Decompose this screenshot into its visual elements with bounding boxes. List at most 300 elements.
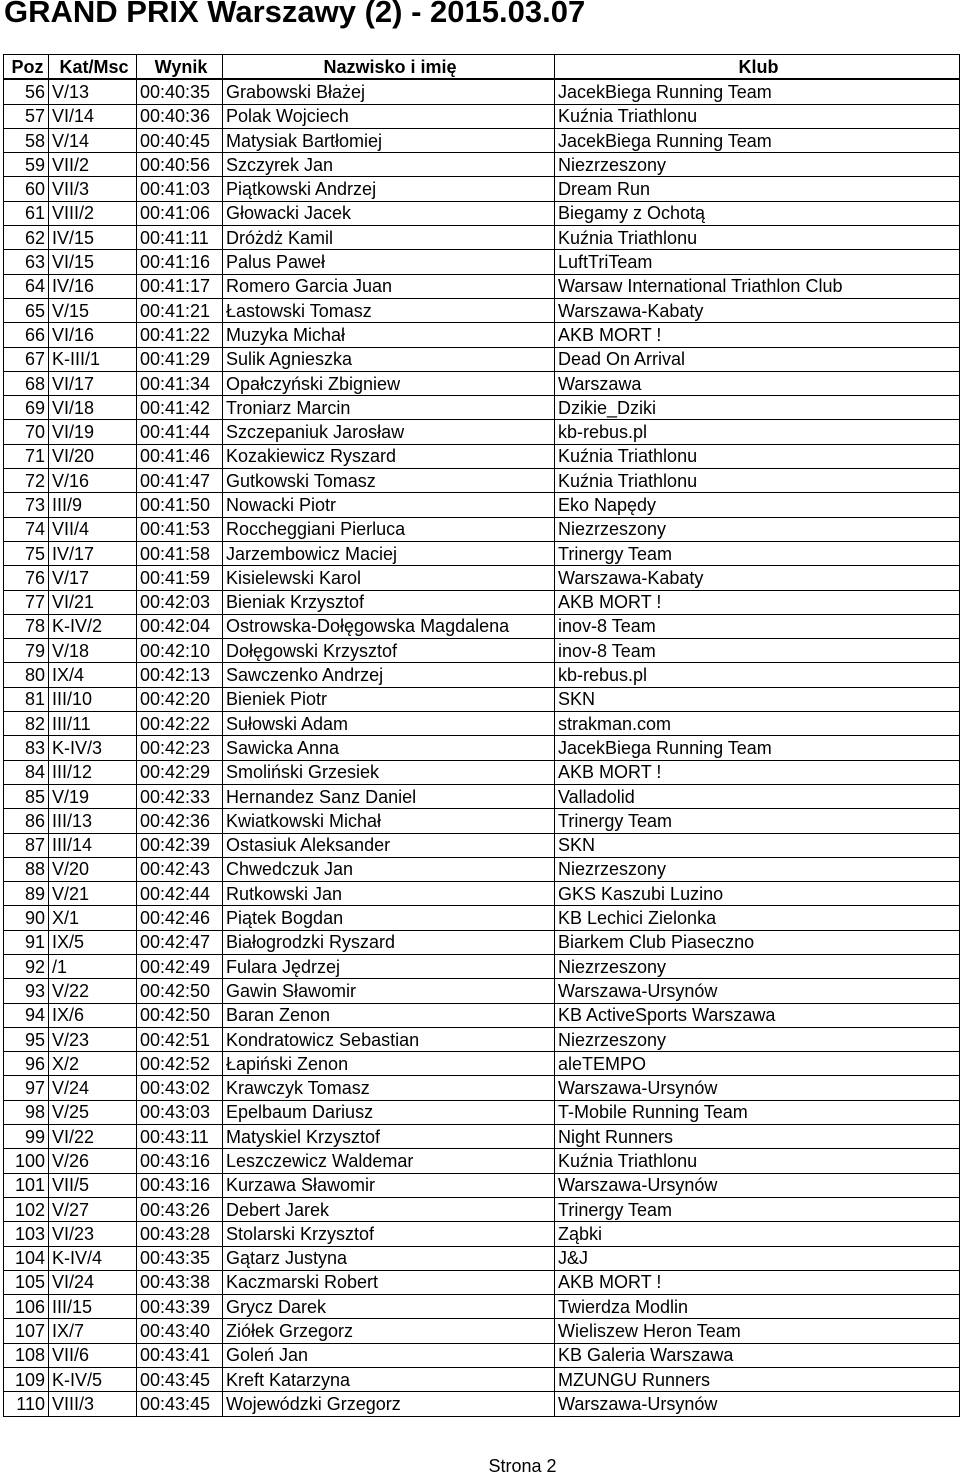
cell-position: 107 xyxy=(4,1319,49,1343)
cell-name: Epelbaum Dariusz xyxy=(223,1100,555,1124)
cell-name: Opałczyński Zbigniew xyxy=(223,371,555,395)
cell-category: V/20 xyxy=(49,857,137,881)
cell-category: V/17 xyxy=(49,566,137,590)
cell-position: 69 xyxy=(4,396,49,420)
cell-result: 00:41:06 xyxy=(137,201,223,225)
cell-position: 109 xyxy=(4,1368,49,1392)
cell-result: 00:42:03 xyxy=(137,590,223,614)
cell-name: Goleń Jan xyxy=(223,1343,555,1367)
cell-position: 58 xyxy=(4,128,49,152)
cell-result: 00:43:39 xyxy=(137,1295,223,1319)
cell-name: Sułowski Adam xyxy=(223,712,555,736)
cell-name: Bieniek Piotr xyxy=(223,687,555,711)
cell-position: 73 xyxy=(4,493,49,517)
cell-category: VI/24 xyxy=(49,1270,137,1294)
cell-category: VIII/3 xyxy=(49,1392,137,1416)
cell-club: inov-8 Team xyxy=(555,614,960,638)
table-row xyxy=(4,517,960,541)
cell-position: 85 xyxy=(4,784,49,808)
table-row xyxy=(4,1027,960,1051)
cell-result: 00:43:02 xyxy=(137,1076,223,1100)
table-row xyxy=(4,1319,960,1343)
table-row xyxy=(4,153,960,177)
table-row xyxy=(4,79,960,104)
table-row xyxy=(4,1052,960,1076)
table-row xyxy=(4,1222,960,1246)
cell-position: 56 xyxy=(4,79,49,104)
cell-result: 00:42:29 xyxy=(137,760,223,784)
table-row xyxy=(4,1270,960,1294)
table-row xyxy=(4,1003,960,1027)
table-row xyxy=(4,177,960,201)
table-row xyxy=(4,1343,960,1367)
cell-club: Ząbki xyxy=(555,1222,960,1246)
cell-club: Kuźnia Triathlonu xyxy=(555,444,960,468)
cell-position: 97 xyxy=(4,1076,49,1100)
cell-name: Łastowski Tomasz xyxy=(223,298,555,322)
cell-position: 88 xyxy=(4,857,49,881)
cell-name: Białogrodzki Ryszard xyxy=(223,930,555,954)
cell-category: VI/21 xyxy=(49,590,137,614)
cell-position: 60 xyxy=(4,177,49,201)
cell-name: Matyskiel Krzysztof xyxy=(223,1125,555,1149)
table-row xyxy=(4,128,960,152)
table-row xyxy=(4,614,960,638)
cell-position: 86 xyxy=(4,809,49,833)
cell-position: 59 xyxy=(4,153,49,177)
cell-position: 92 xyxy=(4,954,49,978)
cell-name: Gawin Sławomir xyxy=(223,979,555,1003)
cell-club: Niezrzeszony xyxy=(555,517,960,541)
cell-category: VI/23 xyxy=(49,1222,137,1246)
cell-category: VIII/2 xyxy=(49,201,137,225)
table-row xyxy=(4,250,960,274)
header-result: Wynik xyxy=(137,55,223,80)
cell-name: Ostrowska-Dołęgowska Magdalena xyxy=(223,614,555,638)
cell-name: Szczepaniuk Jarosław xyxy=(223,420,555,444)
cell-club: KB Lechici Zielonka xyxy=(555,906,960,930)
cell-position: 94 xyxy=(4,1003,49,1027)
cell-club: aleTEMPO xyxy=(555,1052,960,1076)
cell-result: 00:43:38 xyxy=(137,1270,223,1294)
cell-name: Dróżdż Kamil xyxy=(223,226,555,250)
cell-result: 00:41:11 xyxy=(137,226,223,250)
cell-category: VI/15 xyxy=(49,250,137,274)
cell-result: 00:41:46 xyxy=(137,444,223,468)
cell-name: Debert Jarek xyxy=(223,1197,555,1221)
cell-position: 71 xyxy=(4,444,49,468)
table-row xyxy=(4,226,960,250)
cell-result: 00:42:20 xyxy=(137,687,223,711)
cell-result: 00:41:29 xyxy=(137,347,223,371)
cell-result: 00:42:22 xyxy=(137,712,223,736)
cell-position: 66 xyxy=(4,323,49,347)
table-row xyxy=(4,1173,960,1197)
table-row xyxy=(4,541,960,565)
table-row xyxy=(4,760,960,784)
cell-position: 79 xyxy=(4,639,49,663)
cell-result: 00:43:16 xyxy=(137,1149,223,1173)
cell-name: Wojewódzki Grzegorz xyxy=(223,1392,555,1416)
cell-category: K-III/1 xyxy=(49,347,137,371)
table-row xyxy=(4,809,960,833)
cell-result: 00:41:22 xyxy=(137,323,223,347)
cell-category: III/13 xyxy=(49,809,137,833)
cell-club: LuftTriTeam xyxy=(555,250,960,274)
cell-name: Kwiatkowski Michał xyxy=(223,809,555,833)
cell-result: 00:42:10 xyxy=(137,639,223,663)
cell-result: 00:43:28 xyxy=(137,1222,223,1246)
cell-result: 00:43:11 xyxy=(137,1125,223,1149)
cell-position: 78 xyxy=(4,614,49,638)
table-row xyxy=(4,347,960,371)
cell-name: Nowacki Piotr xyxy=(223,493,555,517)
cell-club: Kuźnia Triathlonu xyxy=(555,226,960,250)
cell-position: 64 xyxy=(4,274,49,298)
cell-position: 67 xyxy=(4,347,49,371)
cell-category: VI/16 xyxy=(49,323,137,347)
table-row xyxy=(4,274,960,298)
cell-name: Kreft Katarzyna xyxy=(223,1368,555,1392)
cell-position: 103 xyxy=(4,1222,49,1246)
cell-position: 87 xyxy=(4,833,49,857)
cell-result: 00:42:13 xyxy=(137,663,223,687)
cell-category: VII/3 xyxy=(49,177,137,201)
cell-position: 89 xyxy=(4,882,49,906)
cell-name: Kondratowicz Sebastian xyxy=(223,1027,555,1051)
cell-category: VI/17 xyxy=(49,371,137,395)
cell-club: JacekBiega Running Team xyxy=(555,79,960,104)
cell-name: Sawczenko Andrzej xyxy=(223,663,555,687)
table-row xyxy=(4,420,960,444)
cell-category: V/27 xyxy=(49,1197,137,1221)
cell-club: Kuźnia Triathlonu xyxy=(555,104,960,128)
cell-name: Piątek Bogdan xyxy=(223,906,555,930)
cell-club: Warszawa xyxy=(555,371,960,395)
table-row xyxy=(4,396,960,420)
cell-category: V/23 xyxy=(49,1027,137,1051)
results-body xyxy=(4,79,960,1416)
table-row xyxy=(4,784,960,808)
cell-result: 00:40:56 xyxy=(137,153,223,177)
cell-club: KB ActiveSports Warszawa xyxy=(555,1003,960,1027)
cell-position: 63 xyxy=(4,250,49,274)
cell-position: 96 xyxy=(4,1052,49,1076)
cell-club: Twierdza Modlin xyxy=(555,1295,960,1319)
cell-name: Stolarski Krzysztof xyxy=(223,1222,555,1246)
cell-result: 00:42:33 xyxy=(137,784,223,808)
cell-category: VII/5 xyxy=(49,1173,137,1197)
cell-category: VI/14 xyxy=(49,104,137,128)
cell-club: kb-rebus.pl xyxy=(555,663,960,687)
header-position: Poz xyxy=(4,55,49,80)
table-row xyxy=(4,882,960,906)
cell-position: 61 xyxy=(4,201,49,225)
cell-category: K-IV/2 xyxy=(49,614,137,638)
cell-club: Trinergy Team xyxy=(555,541,960,565)
cell-name: Romero Garcia Juan xyxy=(223,274,555,298)
table-row xyxy=(4,736,960,760)
cell-category: III/12 xyxy=(49,760,137,784)
cell-category: V/18 xyxy=(49,639,137,663)
cell-category: V/22 xyxy=(49,979,137,1003)
cell-category: VII/2 xyxy=(49,153,137,177)
cell-club: kb-rebus.pl xyxy=(555,420,960,444)
cell-name: Jarzembowicz Maciej xyxy=(223,541,555,565)
cell-club: Dead On Arrival xyxy=(555,347,960,371)
cell-category: V/14 xyxy=(49,128,137,152)
cell-club: Kuźnia Triathlonu xyxy=(555,469,960,493)
cell-name: Roccheggiani Pierluca xyxy=(223,517,555,541)
table-row xyxy=(4,979,960,1003)
table-row xyxy=(4,1197,960,1221)
table-row xyxy=(4,1125,960,1149)
cell-result: 00:43:03 xyxy=(137,1100,223,1124)
cell-name: Kisielewski Karol xyxy=(223,566,555,590)
cell-club: Eko Napędy xyxy=(555,493,960,517)
cell-position: 62 xyxy=(4,226,49,250)
cell-result: 00:42:47 xyxy=(137,930,223,954)
table-row xyxy=(4,444,960,468)
cell-category: K-IV/5 xyxy=(49,1368,137,1392)
cell-position: 81 xyxy=(4,687,49,711)
table-row xyxy=(4,469,960,493)
cell-club: Warszawa-Ursynów xyxy=(555,1392,960,1416)
cell-club: Warszawa-Ursynów xyxy=(555,1173,960,1197)
cell-name: Muzyka Michał xyxy=(223,323,555,347)
cell-category: VI/22 xyxy=(49,1125,137,1149)
cell-name: Grabowski Błażej xyxy=(223,79,555,104)
cell-result: 00:43:16 xyxy=(137,1173,223,1197)
cell-position: 80 xyxy=(4,663,49,687)
cell-position: 95 xyxy=(4,1027,49,1051)
cell-club: MZUNGU Runners xyxy=(555,1368,960,1392)
cell-position: 98 xyxy=(4,1100,49,1124)
cell-category: K-IV/3 xyxy=(49,736,137,760)
table-row xyxy=(4,906,960,930)
cell-club: Warszawa-Ursynów xyxy=(555,979,960,1003)
table-row xyxy=(4,687,960,711)
cell-position: 91 xyxy=(4,930,49,954)
cell-result: 00:40:35 xyxy=(137,79,223,104)
cell-club: AKB MORT ! xyxy=(555,323,960,347)
cell-category: V/26 xyxy=(49,1149,137,1173)
table-row xyxy=(4,954,960,978)
cell-club: inov-8 Team xyxy=(555,639,960,663)
cell-category: IV/15 xyxy=(49,226,137,250)
cell-name: Troniarz Marcin xyxy=(223,396,555,420)
cell-result: 00:42:49 xyxy=(137,954,223,978)
cell-result: 00:41:17 xyxy=(137,274,223,298)
cell-position: 104 xyxy=(4,1246,49,1270)
page-title: GRAND PRIX Warszawy (2) - 2015.03.07 xyxy=(4,0,586,29)
cell-position: 75 xyxy=(4,541,49,565)
cell-result: 00:41:34 xyxy=(137,371,223,395)
cell-club: AKB MORT ! xyxy=(555,1270,960,1294)
header-club: Klub xyxy=(555,55,960,80)
cell-club: Trinergy Team xyxy=(555,809,960,833)
cell-name: Baran Zenon xyxy=(223,1003,555,1027)
cell-club: Trinergy Team xyxy=(555,1197,960,1221)
table-row xyxy=(4,104,960,128)
cell-position: 83 xyxy=(4,736,49,760)
cell-club: Niezrzeszony xyxy=(555,153,960,177)
cell-result: 00:42:50 xyxy=(137,979,223,1003)
cell-category: III/15 xyxy=(49,1295,137,1319)
cell-name: Kurzawa Sławomir xyxy=(223,1173,555,1197)
table-row xyxy=(4,1392,960,1416)
cell-category: VII/6 xyxy=(49,1343,137,1367)
cell-category: V/24 xyxy=(49,1076,137,1100)
cell-category: V/16 xyxy=(49,469,137,493)
cell-club: GKS Kaszubi Luzino xyxy=(555,882,960,906)
cell-category: VI/20 xyxy=(49,444,137,468)
cell-category: X/2 xyxy=(49,1052,137,1076)
table-row xyxy=(4,1295,960,1319)
cell-result: 00:41:53 xyxy=(137,517,223,541)
cell-category: IV/16 xyxy=(49,274,137,298)
cell-name: Leszczewicz Waldemar xyxy=(223,1149,555,1173)
cell-position: 105 xyxy=(4,1270,49,1294)
cell-position: 106 xyxy=(4,1295,49,1319)
cell-result: 00:43:45 xyxy=(137,1368,223,1392)
cell-club: Niezrzeszony xyxy=(555,954,960,978)
cell-name: Bieniak Krzysztof xyxy=(223,590,555,614)
table-row xyxy=(4,590,960,614)
cell-position: 68 xyxy=(4,371,49,395)
cell-name: Głowacki Jacek xyxy=(223,201,555,225)
cell-name: Matysiak Bartłomiej xyxy=(223,128,555,152)
cell-result: 00:41:42 xyxy=(137,396,223,420)
table-row xyxy=(4,493,960,517)
cell-category: III/11 xyxy=(49,712,137,736)
cell-club: Warszawa-Kabaty xyxy=(555,566,960,590)
cell-result: 00:42:46 xyxy=(137,906,223,930)
cell-position: 90 xyxy=(4,906,49,930)
cell-position: 57 xyxy=(4,104,49,128)
cell-position: 93 xyxy=(4,979,49,1003)
cell-position: 72 xyxy=(4,469,49,493)
cell-result: 00:41:59 xyxy=(137,566,223,590)
cell-name: Hernandez Sanz Daniel xyxy=(223,784,555,808)
cell-club: Niezrzeszony xyxy=(555,1027,960,1051)
cell-name: Grycz Darek xyxy=(223,1295,555,1319)
cell-category: IX/6 xyxy=(49,1003,137,1027)
table-row xyxy=(4,639,960,663)
cell-club: AKB MORT ! xyxy=(555,760,960,784)
cell-position: 108 xyxy=(4,1343,49,1367)
cell-position: 70 xyxy=(4,420,49,444)
cell-name: Chwedczuk Jan xyxy=(223,857,555,881)
cell-category: IX/4 xyxy=(49,663,137,687)
cell-result: 00:43:45 xyxy=(137,1392,223,1416)
table-row xyxy=(4,298,960,322)
cell-category: III/10 xyxy=(49,687,137,711)
results-table xyxy=(3,54,960,1417)
cell-result: 00:43:40 xyxy=(137,1319,223,1343)
cell-name: Gutkowski Tomasz xyxy=(223,469,555,493)
cell-result: 00:42:50 xyxy=(137,1003,223,1027)
cell-category: VI/19 xyxy=(49,420,137,444)
cell-club: Biarkem Club Piaseczno xyxy=(555,930,960,954)
cell-category: VI/18 xyxy=(49,396,137,420)
cell-club: Valladolid xyxy=(555,784,960,808)
cell-club: Biegamy z Ochotą xyxy=(555,201,960,225)
cell-position: 84 xyxy=(4,760,49,784)
cell-name: Gątarz Justyna xyxy=(223,1246,555,1270)
cell-category: III/9 xyxy=(49,493,137,517)
cell-result: 00:42:39 xyxy=(137,833,223,857)
table-row xyxy=(4,857,960,881)
table-row xyxy=(4,1246,960,1270)
cell-position: 76 xyxy=(4,566,49,590)
cell-category: IX/5 xyxy=(49,930,137,954)
cell-position: 101 xyxy=(4,1173,49,1197)
table-row xyxy=(4,663,960,687)
cell-club: Night Runners xyxy=(555,1125,960,1149)
table-row xyxy=(4,712,960,736)
cell-result: 00:42:52 xyxy=(137,1052,223,1076)
cell-club: SKN xyxy=(555,687,960,711)
cell-club: AKB MORT ! xyxy=(555,590,960,614)
cell-club: JacekBiega Running Team xyxy=(555,736,960,760)
cell-category: V/25 xyxy=(49,1100,137,1124)
cell-club: Warszawa-Ursynów xyxy=(555,1076,960,1100)
cell-name: Dołęgowski Krzysztof xyxy=(223,639,555,663)
table-row xyxy=(4,1368,960,1392)
cell-position: 65 xyxy=(4,298,49,322)
cell-name: Smoliński Grzesiek xyxy=(223,760,555,784)
cell-result: 00:41:21 xyxy=(137,298,223,322)
cell-club: Kuźnia Triathlonu xyxy=(555,1149,960,1173)
cell-club: Warszawa-Kabaty xyxy=(555,298,960,322)
cell-club: J&J xyxy=(555,1246,960,1270)
cell-club: Wieliszew Heron Team xyxy=(555,1319,960,1343)
page-number: Strona 2 xyxy=(488,1456,557,1476)
cell-name: Palus Paweł xyxy=(223,250,555,274)
cell-category: V/13 xyxy=(49,79,137,104)
cell-result: 00:42:51 xyxy=(137,1027,223,1051)
cell-name: Kozakiewicz Ryszard xyxy=(223,444,555,468)
cell-category: IV/17 xyxy=(49,541,137,565)
cell-category: K-IV/4 xyxy=(49,1246,137,1270)
cell-position: 110 xyxy=(4,1392,49,1416)
cell-result: 00:42:23 xyxy=(137,736,223,760)
cell-position: 100 xyxy=(4,1149,49,1173)
cell-club: SKN xyxy=(555,833,960,857)
cell-result: 00:41:58 xyxy=(137,541,223,565)
table-row xyxy=(4,566,960,590)
table-row xyxy=(4,371,960,395)
table-row xyxy=(4,323,960,347)
table-row xyxy=(4,1100,960,1124)
cell-category: V/15 xyxy=(49,298,137,322)
cell-category: /1 xyxy=(49,954,137,978)
cell-name: Rutkowski Jan xyxy=(223,882,555,906)
cell-position: 99 xyxy=(4,1125,49,1149)
cell-result: 00:40:36 xyxy=(137,104,223,128)
cell-result: 00:42:43 xyxy=(137,857,223,881)
cell-result: 00:41:03 xyxy=(137,177,223,201)
cell-club: Warsaw International Triathlon Club xyxy=(555,274,960,298)
cell-result: 00:42:36 xyxy=(137,809,223,833)
cell-name: Sulik Agnieszka xyxy=(223,347,555,371)
cell-category: X/1 xyxy=(49,906,137,930)
header-category: Kat/Msc xyxy=(49,55,137,80)
cell-name: Polak Wojciech xyxy=(223,104,555,128)
cell-club: Niezrzeszony xyxy=(555,857,960,881)
cell-category: V/21 xyxy=(49,882,137,906)
